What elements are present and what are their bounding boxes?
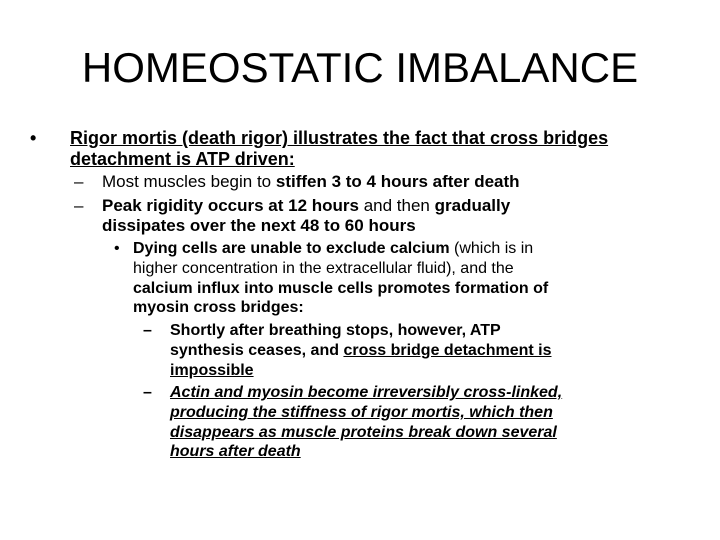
- peak-rigidity-line-1: [102, 196, 510, 216]
- slide-title: HOMEOSTATIC IMBALANCE: [81, 44, 639, 91]
- dash-icon: –: [143, 322, 152, 339]
- atp-line-3: impossible: [170, 362, 254, 379]
- stiffen-emphasis: stiffen 3 to 4 hours after death: [275, 172, 520, 191]
- peak-rigidity-line-2: dissipates over the next 48 to 60 hours: [102, 216, 416, 235]
- actin-myosin-line-2: producing the stiffness of rigor mortis, which then: [170, 404, 553, 421]
- bullet-icon: •: [30, 128, 37, 148]
- rigor-mortis-line-1: Rigor mortis (death rigor) illustrates the fact that cross bridges: [70, 128, 609, 148]
- peak-rigidity-emphasis: Peak rigidity occurs at 12 hours: [102, 196, 359, 215]
- rigor-mortis-line-2: detachment is ATP driven:: [70, 149, 295, 169]
- dying-cells-paren: (which is in: [449, 240, 534, 257]
- actin-myosin-line-3: disappears as muscle proteins break down several: [170, 424, 557, 441]
- dash-icon: –: [74, 196, 84, 215]
- dying-cells-line-2: higher concentration in the extracellular fluid), and the: [133, 260, 514, 277]
- dying-cells-line-4: myosin cross bridges:: [133, 299, 304, 316]
- actin-myosin-line-1: Actin and myosin become irreversibly cross-linked,: [170, 384, 563, 401]
- actin-myosin-line-4: hours after death: [170, 443, 301, 460]
- atp-line-2: [170, 341, 552, 361]
- peak-rigidity-mid: and then: [358, 196, 435, 215]
- dying-cells-line-3: calcium influx into muscle cells promotes formation of: [133, 280, 549, 297]
- stiffen-lead: Most muscles begin to: [102, 172, 276, 191]
- stiffen-line: [102, 172, 520, 192]
- atp-line-1: Shortly after breathing stops, however, ATP: [170, 322, 501, 339]
- dash-icon: –: [74, 172, 84, 191]
- dying-cells-line-1: [133, 239, 533, 259]
- dash-icon: –: [143, 384, 152, 401]
- bullet-icon: •: [114, 240, 120, 257]
- gradually-emphasis: gradually: [434, 196, 511, 215]
- dying-cells-emphasis: Dying cells are unable to exclude calcium: [133, 240, 450, 257]
- atp-line-2-underlined: cross bridge detachment is: [343, 342, 552, 359]
- atp-line-2-lead: synthesis ceases, and: [170, 342, 344, 359]
